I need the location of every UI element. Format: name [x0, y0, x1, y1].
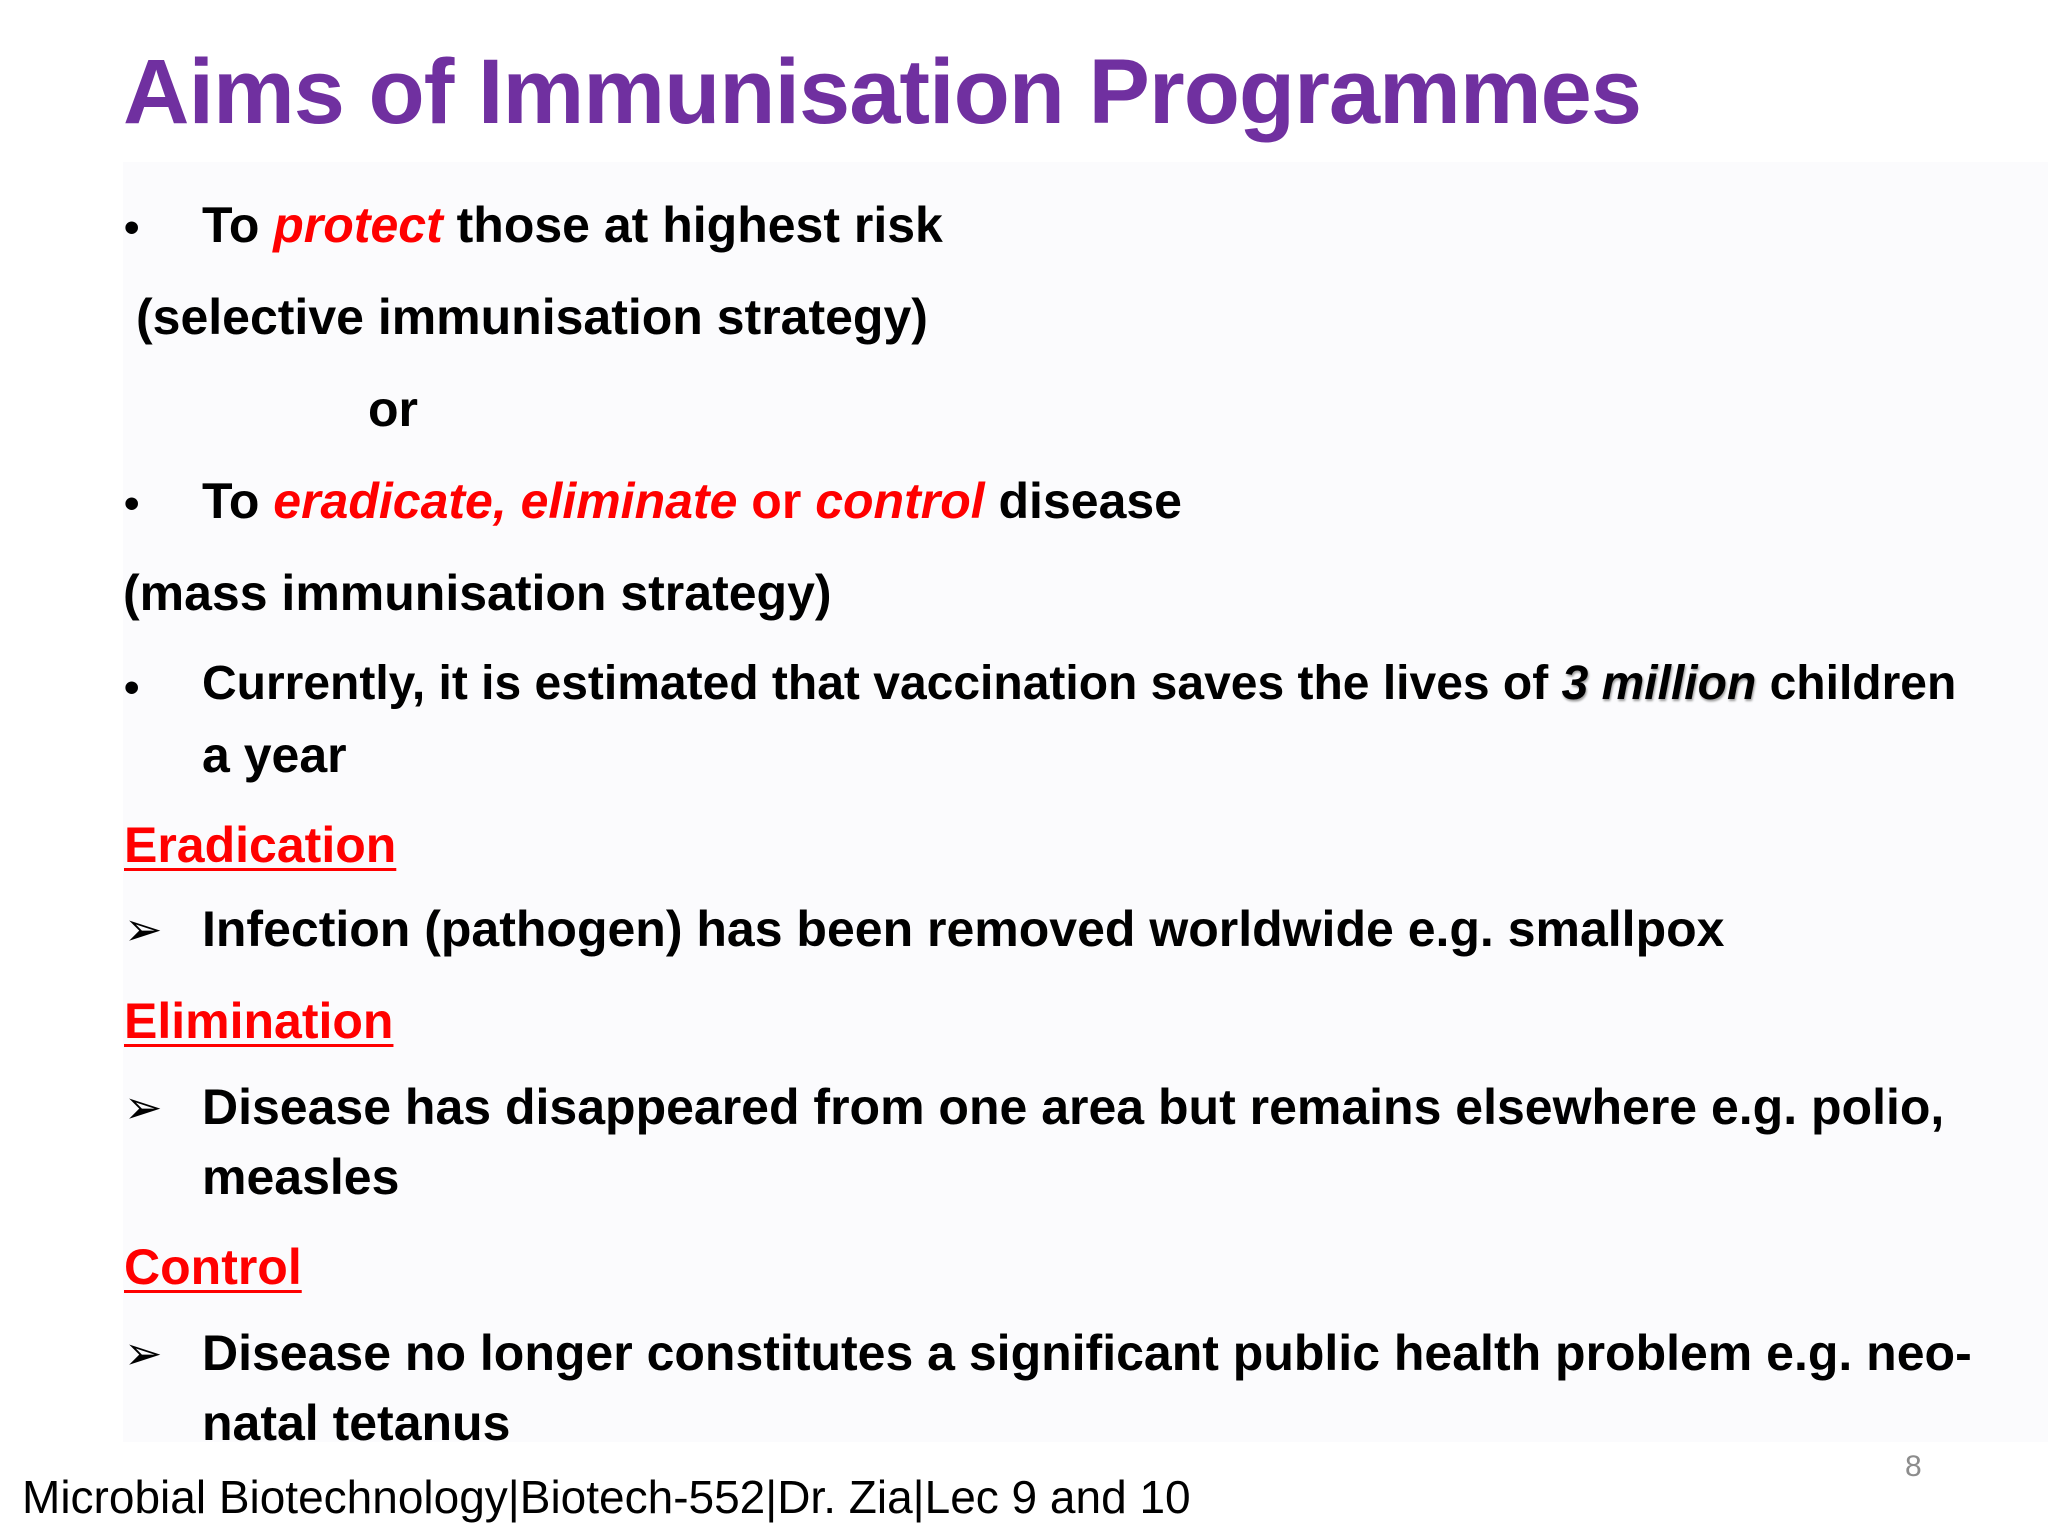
- bullet-protect-prefix: To: [202, 197, 274, 253]
- content-area: [123, 162, 2048, 1442]
- slide-title: Aims of Immunisation Programmes: [123, 41, 1641, 143]
- mass-strategy-line: (mass immunisation strategy): [123, 565, 832, 621]
- arrow-bullet-icon: ➢: [124, 1081, 163, 1133]
- bullet-currently-line2: a year: [202, 727, 347, 783]
- highlight-or: or: [737, 473, 816, 529]
- bullet-eradicate-suffix: disease: [984, 473, 1182, 529]
- elimination-text-line2: measles: [202, 1149, 400, 1205]
- bullet-eradicate-prefix: To: [202, 473, 274, 529]
- selective-strategy-line: (selective immunisation strategy): [136, 289, 928, 345]
- highlight-control: control: [815, 473, 985, 529]
- bullet-eradicate: [202, 473, 1182, 529]
- highlight-eradicate-eliminate: eradicate, eliminate: [273, 473, 738, 529]
- eradication-text: Infection (pathogen) has been removed worldwide e.g. smallpox: [202, 901, 1725, 957]
- footer-text: Microbial Biotechnology|Biotech-552|Dr. Zia|Lec 9 and 10: [22, 1471, 1191, 1523]
- bullet-protect: [202, 197, 943, 253]
- page-number: 8: [1905, 1450, 1922, 1483]
- highlight-3-million: 3 million: [1561, 657, 1757, 710]
- bullet-icon: •: [124, 479, 140, 528]
- elimination-text-line1: Disease has disappeared from one area but remains elsewhere e.g. polio,: [202, 1079, 1945, 1135]
- heading-eradication: Eradication: [124, 817, 397, 873]
- arrow-bullet-icon: ➢: [124, 903, 163, 955]
- bullet-currently: [202, 657, 1957, 710]
- highlight-protect: protect: [273, 197, 443, 253]
- bullet-protect-suffix: those at highest risk: [442, 197, 943, 253]
- arrow-bullet-icon: ➢: [124, 1327, 163, 1379]
- or-line: or: [368, 381, 418, 437]
- bullet-icon: •: [124, 663, 140, 712]
- bullet-currently-prefix: Currently, it is estimated that vaccination saves the lives of: [202, 657, 1562, 710]
- control-text-line1: Disease no longer constitutes a significant public health problem e.g. neo-: [202, 1325, 1972, 1381]
- bullet-currently-suffix: children: [1756, 657, 1957, 710]
- heading-elimination: Elimination: [124, 993, 394, 1049]
- control-text-line2: natal tetanus: [202, 1395, 511, 1451]
- heading-control: Control: [124, 1239, 302, 1295]
- bullet-icon: •: [124, 203, 140, 252]
